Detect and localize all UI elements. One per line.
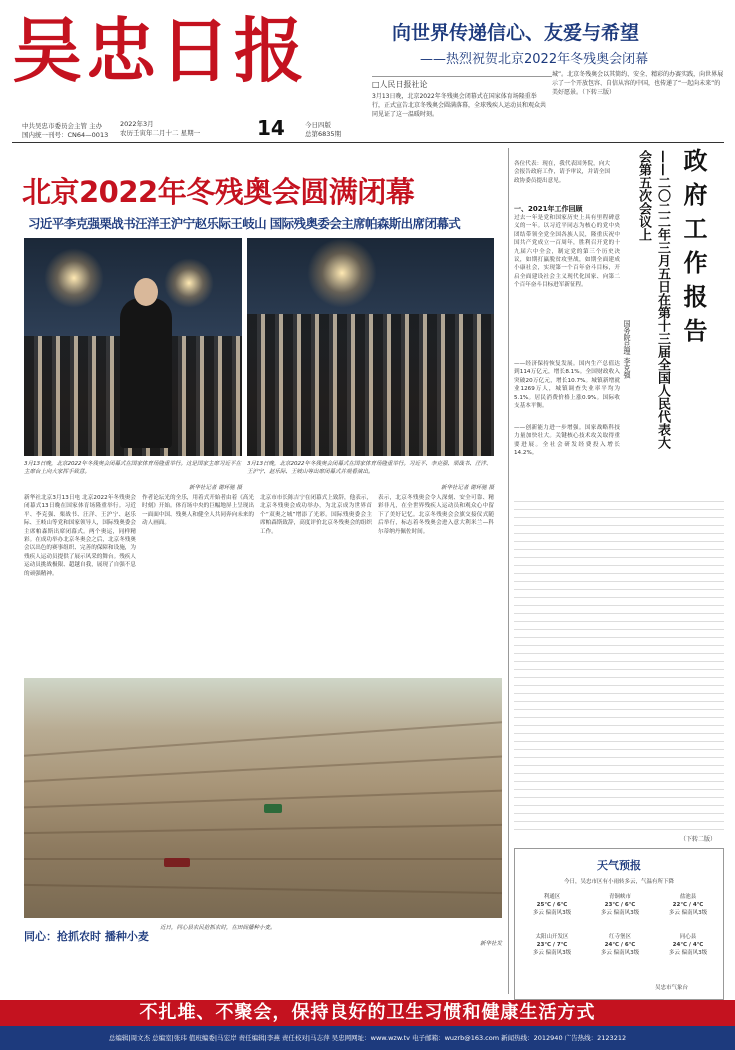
main-headline: 北京2022年冬残奥会圆满闭幕: [22, 175, 415, 209]
report-text-c: ——创新能力进一步增强。国家战略科技力量加快壮大。关键核心技术攻关取得重要进展。全社会研发经费投入增长14.2%。: [514, 425, 620, 457]
seeder-icon: [164, 858, 190, 867]
report-text-b: ——经济保持恢复发展。国内生产总值达到114万亿元，增长8.1%。全国财政收入突破20万亿元，增长10.7%。城镇新增就业1269万人，城镇调查失业率平均为5.1%。居民消费价格上涨0.9%。国际收支基本平衡。: [514, 361, 620, 410]
article-col-4: 表示，北京冬残奥会令人深刻、安全可靠、精彩非凡，在全世界残疾人运动员和观众心中留下了美好记忆。北京冬残奥会会旗交接仪式随后举行，标志着冬残奥会进入意大利米兰—科尔蒂纳丹佩佐时间。: [378, 495, 494, 535]
photo2-caption: 3月13日晚，北京2022年冬残奥会闭幕式在国家体育场隆重举行。习近平、李克强、栗战书、汪洋、王沪宁、赵乐际、王岐山等出席闭幕式并观看演出。: [247, 461, 492, 475]
issue-date: 2022年3月 农历壬寅年二月十二 星期一: [120, 120, 201, 137]
photo-xi-waving: [24, 238, 242, 456]
editorial-text-right: 城”。北京冬残奥会以其简约、安全、精彩的办赛实践，向世界展示了一个开放包容、自信从容的中国，也传递了“一起向未来”的美好愿景。（下转三版）: [552, 71, 724, 96]
article-col-2: 作者论坛光的全乐，用着式开始者由着《高光时刻》开始。体育场中央的巨幅地屏上呈现出一面面中国、残奥人和健全人共同奔向未来的动人画面。: [142, 495, 254, 527]
weather-subtitle: 今日，吴忠市区有小雨转多云，气温有所下降: [563, 879, 674, 885]
report-speaker: 国务院总理 李克强: [623, 320, 631, 379]
footer-info: 总编辑|周文杰 总编室|张玮 值班编委|马宏岸 责任编辑|李燕 责任校对|马志萍 吴忠网网址：www.wzw.tv 电子邮箱：wuzrb@163.com 新闻热线：2012940 广告热线：2123212: [0, 1026, 735, 1050]
photo1-caption: 3月13日晚，北京2022年冬残奥会闭幕式在国家体育场隆重举行。这是国家主席习近平在主席台上向大家挥手致意。: [24, 461, 241, 475]
weather-cell: 青铜峡市 23℃ / 6℃ 多云 偏南风3级: [600, 894, 640, 916]
figure-silhouette: [120, 298, 172, 448]
weather-cell: 同心县 24℃ / 4℃ 多云 偏南风3级: [668, 934, 708, 956]
report-section-title: 一、2021年工作回顾: [514, 205, 583, 213]
photo2-credit: 新华社记者 谢环驰 摄: [441, 485, 494, 491]
report-meeting: ——二〇二二年三月五日在第十三届全国人民代表大会第五次会议上: [636, 150, 670, 449]
figure-head: [134, 278, 158, 306]
farm-caption-title: 同心：抢抓农时 播种小麦: [24, 930, 149, 943]
main-subhead: 习近平李克强栗战书汪洋王沪宁赵乐际王岐山 国际残奥委会主席帕森斯出席闭幕式: [28, 216, 461, 231]
farm-credit: 新华社发: [479, 941, 502, 947]
report-text-a: 过去一年是党和国家历史上具有里程碑意义的一年。以习近平同志为核心的党中央团结带领全党全国各族人民，隆重庆祝中国共产党成立一百周年，胜利召开党的十九届六中全会，制定党的第三个历史决议，如期打赢脱贫攻坚战，如期全面建成小康社会，实现第一个百年奋斗目标，开启全面建设社会主义现代化国家、向第二个百年奋斗目标进军新征程。: [514, 215, 620, 289]
column-divider: [508, 148, 509, 994]
photo-leaders-standing: [247, 238, 494, 456]
report-title: 政府工作报告: [679, 148, 707, 352]
weather-title: 天气预报: [597, 859, 641, 872]
publisher-info: 中共吴忠市委员会主管 主办 国内统一刊号：CN64—0013: [22, 122, 109, 139]
report-continue: （下转二版）: [680, 836, 717, 843]
banner-subtitle: ——热烈祝贺北京2022年冬残奥会闭幕: [420, 52, 649, 67]
page-number: 14: [257, 116, 285, 140]
report-body-lines: [514, 494, 724, 834]
article-col-3: 北京市市长陈吉宁在闭幕式上致辞，他表示，北京冬残奥会成功举办，为北京成为世界首个“双奥之城”增添了光彩。国际残奥委会主席帕森斯致辞，高度评价北京冬残奥会的组织工作。: [260, 495, 372, 535]
tractor-icon: [264, 804, 282, 813]
issue-pages: 今日四版 总第6835期: [305, 121, 342, 138]
weather-box: [514, 848, 724, 1000]
weather-source: 吴忠市气象台: [655, 985, 689, 991]
weather-cell: 太阳山开发区 23℃ / 7℃ 多云 偏南风3级: [532, 934, 572, 956]
header-divider: [12, 142, 724, 143]
photo1-credit: 新华社记者 谢环驰 摄: [189, 485, 242, 491]
weather-cell: 红寺堡区 24℃ / 6℃ 多云 偏南风3级: [600, 934, 640, 956]
masthead-logo: 吴忠日报: [12, 9, 308, 92]
photo-farmland: [24, 678, 502, 918]
editorial-text-left: 3月13日晚，北京2022年冬残奥会闭幕式在国家体育场隆重举行，正式宣告北京冬残奥会圆满落幕，全球残疾人运动员和观众共同见证了这一温暖时刻。: [372, 93, 547, 118]
farm-caption: 近日，同心县农民抢抓农时，在田间播种小麦。: [160, 925, 276, 931]
weather-cell: 利通区 25℃ / 6℃ 多云 偏南风3级: [532, 894, 572, 916]
public-health-slogan: 不扎堆、不聚会，保持良好的卫生习惯和健康生活方式: [0, 1000, 735, 1026]
editorial-source: □人民日报社论: [372, 76, 552, 90]
article-col-1: 新华社北京3月13日电 北京2022年冬残奥会闭幕式13日晚在国家体育场隆重举行。习近平、李克强、栗战书、汪洋、王沪宁、赵乐际、王岐山等党和国家领导人，国际残奥委会主席帕森斯出席闭幕式。两个奥运，同样精彩。在成功举办北京冬奥会之后，北京冬残奥会以出色的赛事组织、完善的保障和设施，为残疾人运动员提供了展示风采的舞台。残疾人运动员挑战极限、超越自我，展现了自强不息的顽强精神。: [24, 495, 136, 577]
report-intro: 各位代表：现在，我代表国务院，向大会报告政府工作，请予审议，并请全国政协委员提出意见。: [514, 161, 610, 184]
weather-cell: 盐池县 22℃ / 4℃ 多云 偏南风3级: [668, 894, 708, 916]
banner-title: 向世界传递信心、友爱与希望: [392, 22, 640, 44]
